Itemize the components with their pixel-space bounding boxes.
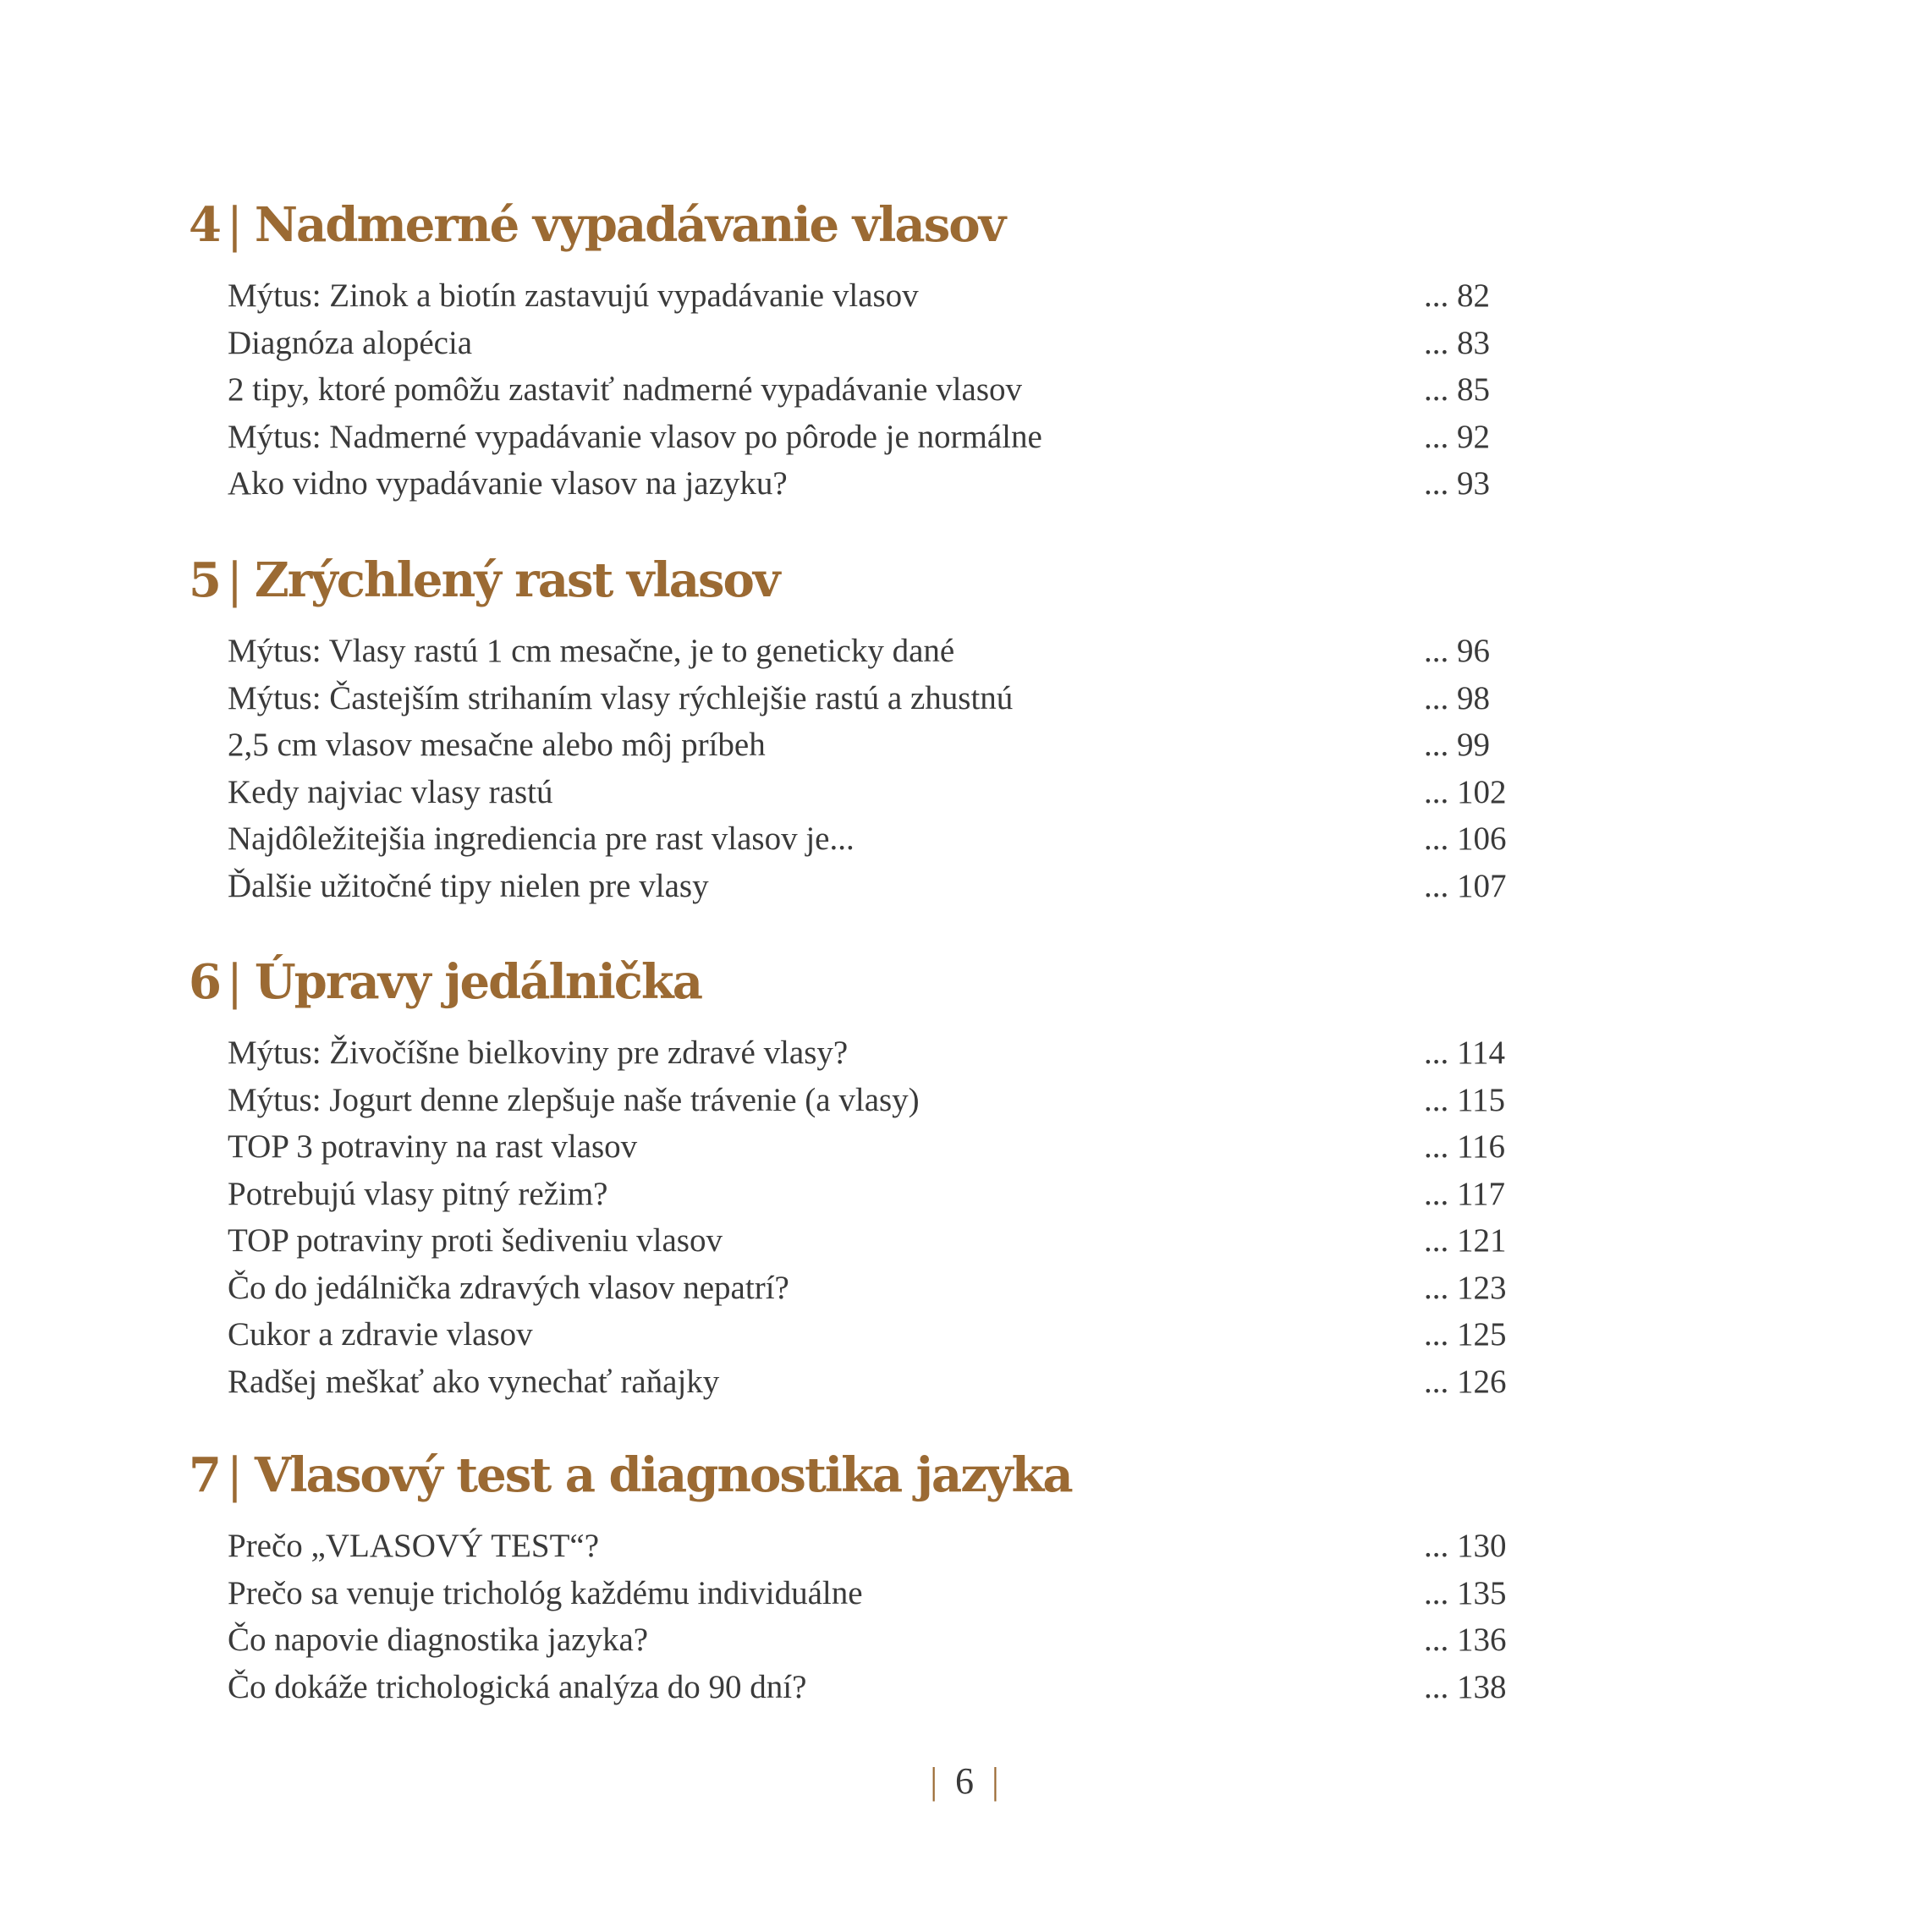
toc-entry-page: ... 99	[1424, 727, 1490, 763]
chapter-heading	[189, 543, 1542, 617]
toc-entry-title: TOP potraviny proti šediveniu vlasov	[228, 1222, 723, 1259]
toc-entry-page: ... 115	[1424, 1081, 1506, 1118]
toc-entry-title: Čo napovie diagnostika jazyka?	[228, 1622, 649, 1658]
toc-entry-page: ... 116	[1424, 1128, 1506, 1165]
toc-entry-title: Najdôležitejšia ingrediencia pre rast vlasov je...	[228, 821, 855, 857]
toc-entry[interactable]	[189, 1077, 1542, 1124]
toc-list	[189, 628, 1542, 909]
toc-entry-title: 2 tipy, ktoré pomôžu zastaviť nadmerné vypadávanie vlasov	[228, 371, 1023, 408]
toc-list	[189, 272, 1542, 508]
toc-entry-page: ... 135	[1424, 1574, 1507, 1611]
toc-entry[interactable]	[189, 320, 1542, 367]
toc-entry-page: ... 138	[1424, 1668, 1507, 1705]
toc-entry-page: ... 85	[1424, 371, 1490, 408]
toc-entry[interactable]	[189, 414, 1542, 461]
toc-entry-page: ... 123	[1424, 1269, 1507, 1306]
chapter-7	[189, 1438, 1542, 1710]
chapter-title: Nadmerné vypadávanie vlasov	[254, 197, 1005, 253]
toc-entry-page: ... 126	[1424, 1363, 1507, 1400]
toc-entry-page: ... 93	[1424, 465, 1490, 502]
chapter-number: 4	[189, 197, 220, 253]
chapter-number: 6	[189, 954, 220, 1010]
toc-entry-title: Čo do jedálnička zdravých vlasov nepatrí?	[228, 1269, 789, 1306]
chapter-title: Vlasový test a diagnostika jazyka	[254, 1447, 1072, 1503]
toc-entry-title: Diagnóza alopécia	[228, 324, 473, 361]
toc-entry-page: ... 98	[1424, 679, 1490, 716]
chapter-5	[189, 543, 1542, 909]
toc-entry-title: Ako vidno vypadávanie vlasov na jazyku?	[228, 465, 788, 502]
toc-entry-title: Mýtus: Živočíšne bielkoviny pre zdravé vlasy?	[228, 1035, 849, 1071]
heading-divider: |	[226, 198, 241, 253]
toc-entry-page: ... 136	[1424, 1622, 1507, 1658]
chapter-heading	[189, 188, 1542, 262]
toc-entry[interactable]	[189, 1171, 1542, 1218]
toc-entry-page: ... 92	[1424, 418, 1490, 455]
toc-entry-title: Prečo sa venuje trichológ každému individuálne	[228, 1574, 863, 1611]
toc-entry[interactable]	[189, 1029, 1542, 1077]
toc-entry[interactable]	[189, 1616, 1542, 1664]
toc-entry-title: Mýtus: Nadmerné vypadávanie vlasov po pôrode je normálne	[228, 418, 1042, 455]
toc-entry-title: Čo dokáže trichologická analýza do 90 dní?	[228, 1668, 807, 1705]
toc-entry-page: ... 117	[1424, 1175, 1506, 1212]
chapter-title: Úpravy jedálnička	[254, 954, 701, 1010]
toc-entry[interactable]	[189, 863, 1542, 910]
toc-entry-page: ... 121	[1424, 1222, 1507, 1259]
heading-divider: |	[226, 955, 241, 1010]
toc-entry[interactable]	[189, 1265, 1542, 1312]
heading-divider: |	[226, 1448, 241, 1503]
chapter-heading	[189, 945, 1542, 1019]
toc-entry-title: Kedy najviac vlasy rastú	[228, 773, 553, 810]
toc-entry-page: ... 82	[1424, 277, 1490, 314]
toc-entry[interactable]	[189, 1570, 1542, 1617]
toc-list	[189, 1523, 1542, 1710]
chapter-6	[189, 945, 1542, 1405]
toc-entry-title: Mýtus: Jogurt denne zlepšuje naše trávenie (a vlasy)	[228, 1081, 920, 1118]
toc-entry[interactable]	[189, 815, 1542, 863]
toc-entry-page: ... 107	[1424, 867, 1507, 904]
toc-entry[interactable]	[189, 366, 1542, 414]
chapter-4	[189, 188, 1542, 508]
page-number: 6	[955, 1760, 974, 1802]
toc-list	[189, 1029, 1542, 1405]
toc-entry-page: ... 114	[1424, 1035, 1506, 1071]
toc-entry-page: ... 102	[1424, 773, 1507, 810]
toc-entry[interactable]	[189, 1217, 1542, 1265]
chapter-heading	[189, 1438, 1542, 1512]
footer-bar-left: |	[930, 1760, 937, 1802]
toc-entry[interactable]	[189, 1123, 1542, 1171]
chapter-title: Zrýchlený rast vlasov	[254, 552, 779, 608]
toc-entry[interactable]	[189, 722, 1542, 769]
page-footer	[0, 1759, 1929, 1803]
footer-bar-right: |	[992, 1760, 999, 1802]
toc-entry-title: Radšej meškať ako vynechať raňajky	[228, 1363, 720, 1400]
toc-entry[interactable]	[189, 1311, 1542, 1358]
toc-entry-title: Prečo „VLASOVÝ TEST“?	[228, 1528, 600, 1564]
toc-entry[interactable]	[189, 1523, 1542, 1570]
toc-entry-title: Mýtus: Vlasy rastú 1 cm mesačne, je to geneticky dané	[228, 633, 955, 669]
toc-entry-title: Potrebujú vlasy pitný režim?	[228, 1175, 608, 1212]
toc-entry[interactable]	[189, 769, 1542, 816]
toc-entry-title: Mýtus: Častejším strihaním vlasy rýchlejšie rastú a zhustnú	[228, 679, 1014, 716]
toc-entry[interactable]	[189, 628, 1542, 675]
toc-entry-page: ... 130	[1424, 1528, 1507, 1564]
toc-entry-title: Cukor a zdravie vlasov	[228, 1316, 533, 1353]
toc-entry-title: Ďalšie užitočné tipy nielen pre vlasy	[228, 867, 709, 904]
chapter-number: 5	[189, 552, 220, 608]
chapter-number: 7	[189, 1447, 220, 1503]
toc-entry-title: 2,5 cm vlasov mesačne alebo môj príbeh	[228, 727, 766, 763]
toc-entry[interactable]	[189, 1664, 1542, 1711]
toc-entry-page: ... 96	[1424, 633, 1490, 669]
toc-entry-title: Mýtus: Zinok a biotín zastavujú vypadávanie vlasov	[228, 277, 919, 314]
toc-entry-title: TOP 3 potraviny na rast vlasov	[228, 1128, 638, 1165]
toc-entry[interactable]	[189, 460, 1542, 508]
toc-entry[interactable]	[189, 675, 1542, 722]
toc-entry-page: ... 106	[1424, 821, 1507, 857]
heading-divider: |	[226, 553, 241, 608]
toc-entry[interactable]	[189, 272, 1542, 320]
toc-entry-page: ... 83	[1424, 324, 1490, 361]
toc-entry[interactable]	[189, 1358, 1542, 1406]
toc-entry-page: ... 125	[1424, 1316, 1507, 1353]
